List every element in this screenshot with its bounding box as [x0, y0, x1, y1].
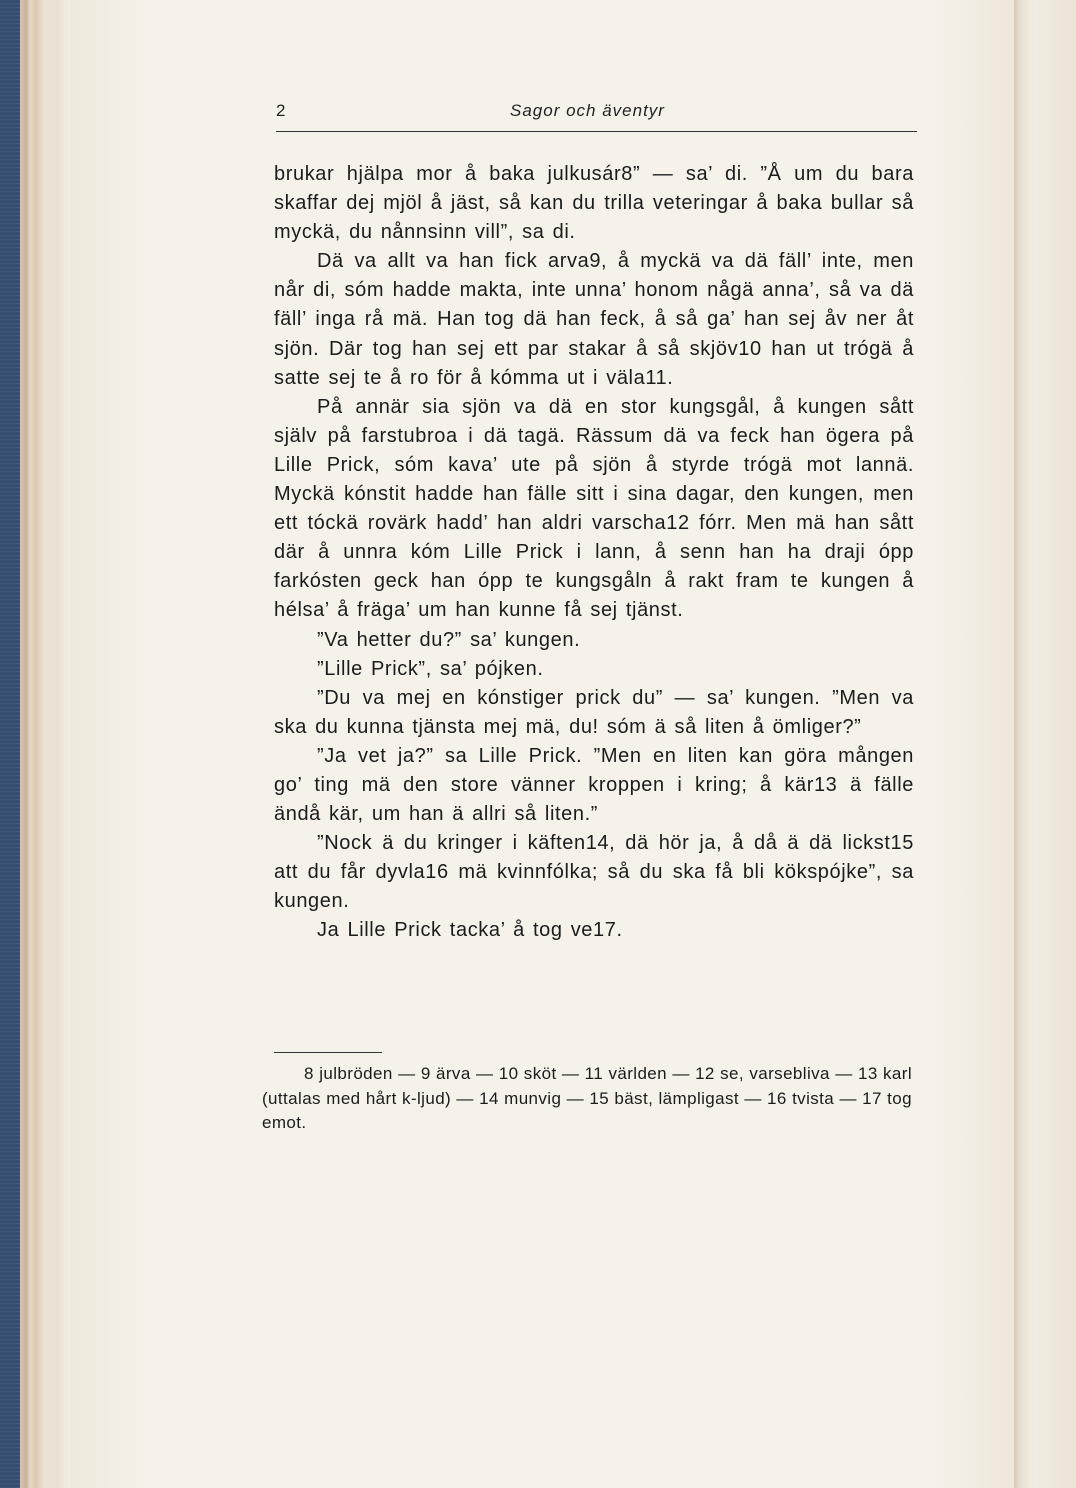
footnote-rule: [274, 1052, 382, 1053]
dialogue-line: ”Du va mej en kónstiger prick du” — sa’ kungen. ”Men va ska du kunna tjänsta mej mä, du! sóm ä så liten å ömliger?”: [274, 686, 914, 738]
paragraph: Dä va allt va han fick arva9, å myckä va dä fäll’ inte, men når di, sóm hadde makta, inte unna’ honom någä anna’, så va dä fäll’ inga rå mä. Han tog dä han feck, å så ga’ han sej åv ner åt sjön. Där tog han sej ett par stakar å så skjöv10 han ut trógä å satte sej te å ro för å kómma ut i väla11.: [274, 250, 914, 389]
footnote-text: 8 julbröden — 9 ärva — 10 sköt — 11 världen — 12 se, varsebliva — 13 karl (uttalas med hårt k-ljud) — 14 munvig — 15 bäst, lämpligast — 16 tvista — 17 tog emot.: [262, 1064, 912, 1132]
paragraph: På annär sia sjön va dä en stor kungsgål, å kungen sått själv på farstubroa i dä tagä. Rässum dä va feck han ögera på Lille Prick, sóm kava’ ute på sjön å styrde trógä mot lannä. Myckä kónstit hadde han fälle sitt i sina dagar, den kungen, men ett tóckä rovärk hadd’ han aldri varscha12 fórr. Men mä han sått där å unnra kóm Lille Prick i lann, å senn han ha draji ópp farkósten geck han ópp te kungsgåln å rakt fram te kungen å hélsa’ å fräga’ um han kunne få sej tjänst.: [274, 395, 914, 622]
facing-page-edge: [1014, 0, 1076, 1488]
header-rule: [276, 131, 917, 132]
page-stack-edges: [20, 0, 70, 1488]
dialogue-line: ”Ja vet ja?” sa Lille Prick. ”Men en liten kan göra mången go’ ting mä den store vänner kroppen i kring; å kär13 ä fälle ändå kär, um han ä allri så liten.”: [274, 744, 914, 826]
paragraph: brukar hjälpa mor å baka julkusár8” — sa’ di. ”Å um du bara skaffar dej mjöl å jäst, så kan du trilla veteringar å baka bullar så myckä, du nånnsinn vill”, sa di.: [274, 163, 914, 244]
page-number: 2: [276, 101, 287, 120]
paragraph: Ja Lille Prick tacka’ å tog ve17.: [317, 919, 623, 942]
body-text: [274, 160, 914, 946]
dialogue-line: ”Va hetter du?” sa’ kungen.: [317, 628, 581, 651]
dialogue-line: ”Nock ä du kringer i käften14, dä hör ja, å då ä dä lickst15 att du får dyvla16 mä kvinnfólka; så du ska få bli kökspójke”, sa kungen.: [274, 832, 914, 913]
footnotes: [262, 1062, 912, 1136]
dialogue-line: ”Lille Prick”, sa’ pójken.: [317, 657, 544, 680]
running-title: Sagor och äventyr: [510, 101, 665, 120]
